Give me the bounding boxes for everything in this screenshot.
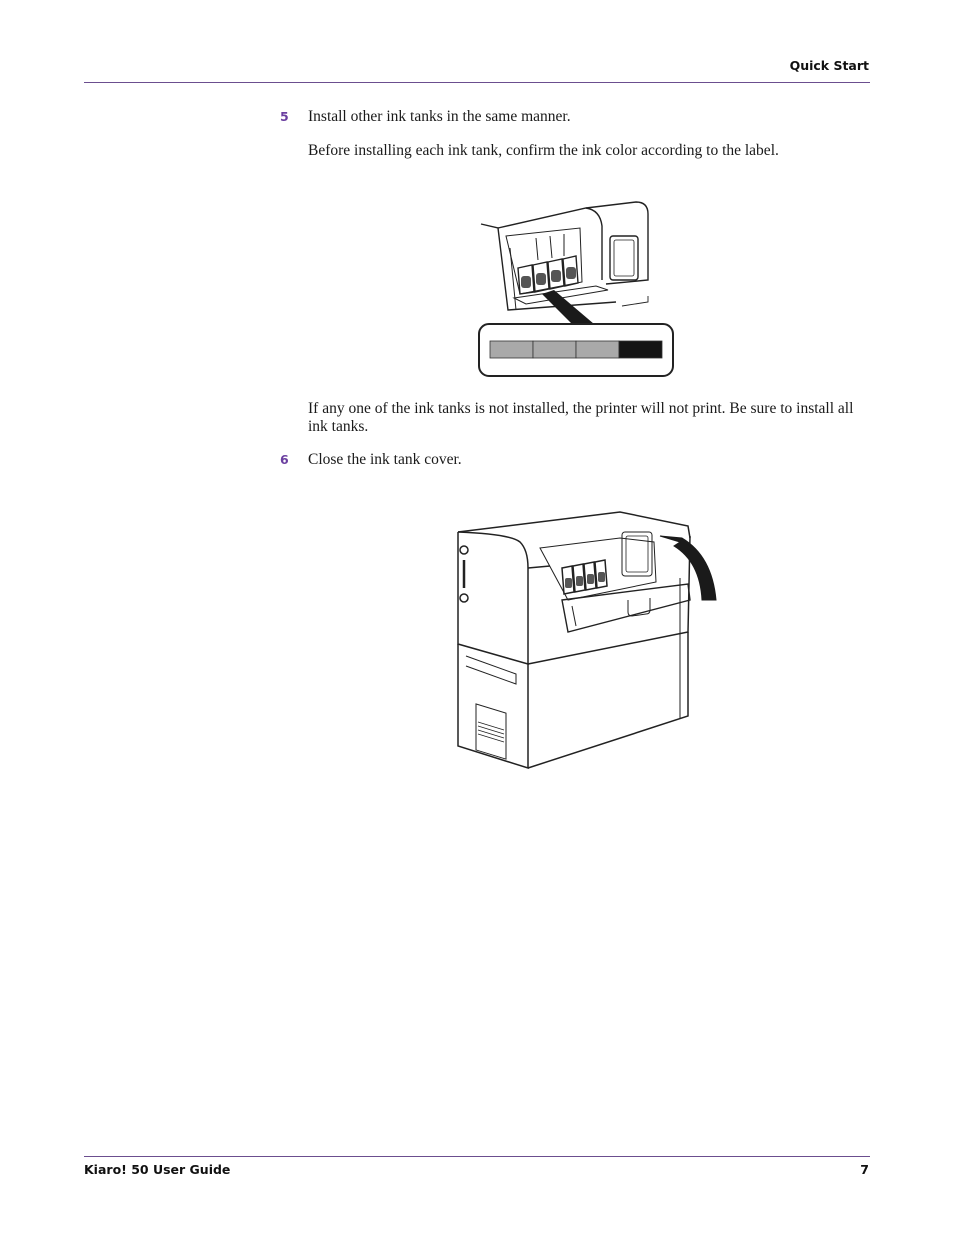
header-rule <box>84 82 870 83</box>
step-5-note: Before installing each ink tank, confirm the ink color according to the label. <box>308 142 779 159</box>
ink-color-label <box>490 341 662 358</box>
step-6-text: Close the ink tank cover. <box>308 451 462 468</box>
ink-swatch-2 <box>533 341 576 358</box>
ink-swatch-4 <box>619 341 662 358</box>
step-6-number: 6 <box>280 452 289 467</box>
section-title: Quick Start <box>789 58 869 73</box>
footer-guide-title: Kiaro! 50 User Guide <box>84 1162 231 1177</box>
step-5-text: Install other ink tanks in the same manner. <box>308 108 571 125</box>
step-5-number: 5 <box>280 109 289 124</box>
warning-text: If any one of the ink tanks is not installed, the printer will not print. Be sure to install all ink tanks. <box>308 400 854 435</box>
ink-swatch-1 <box>490 341 533 358</box>
ink-swatch-3 <box>576 341 619 358</box>
page-number: 7 <box>860 1162 869 1177</box>
footer-rule <box>84 1156 870 1157</box>
close-cover-illustration <box>450 508 722 772</box>
ink-tank-bay-illustration <box>476 198 678 380</box>
